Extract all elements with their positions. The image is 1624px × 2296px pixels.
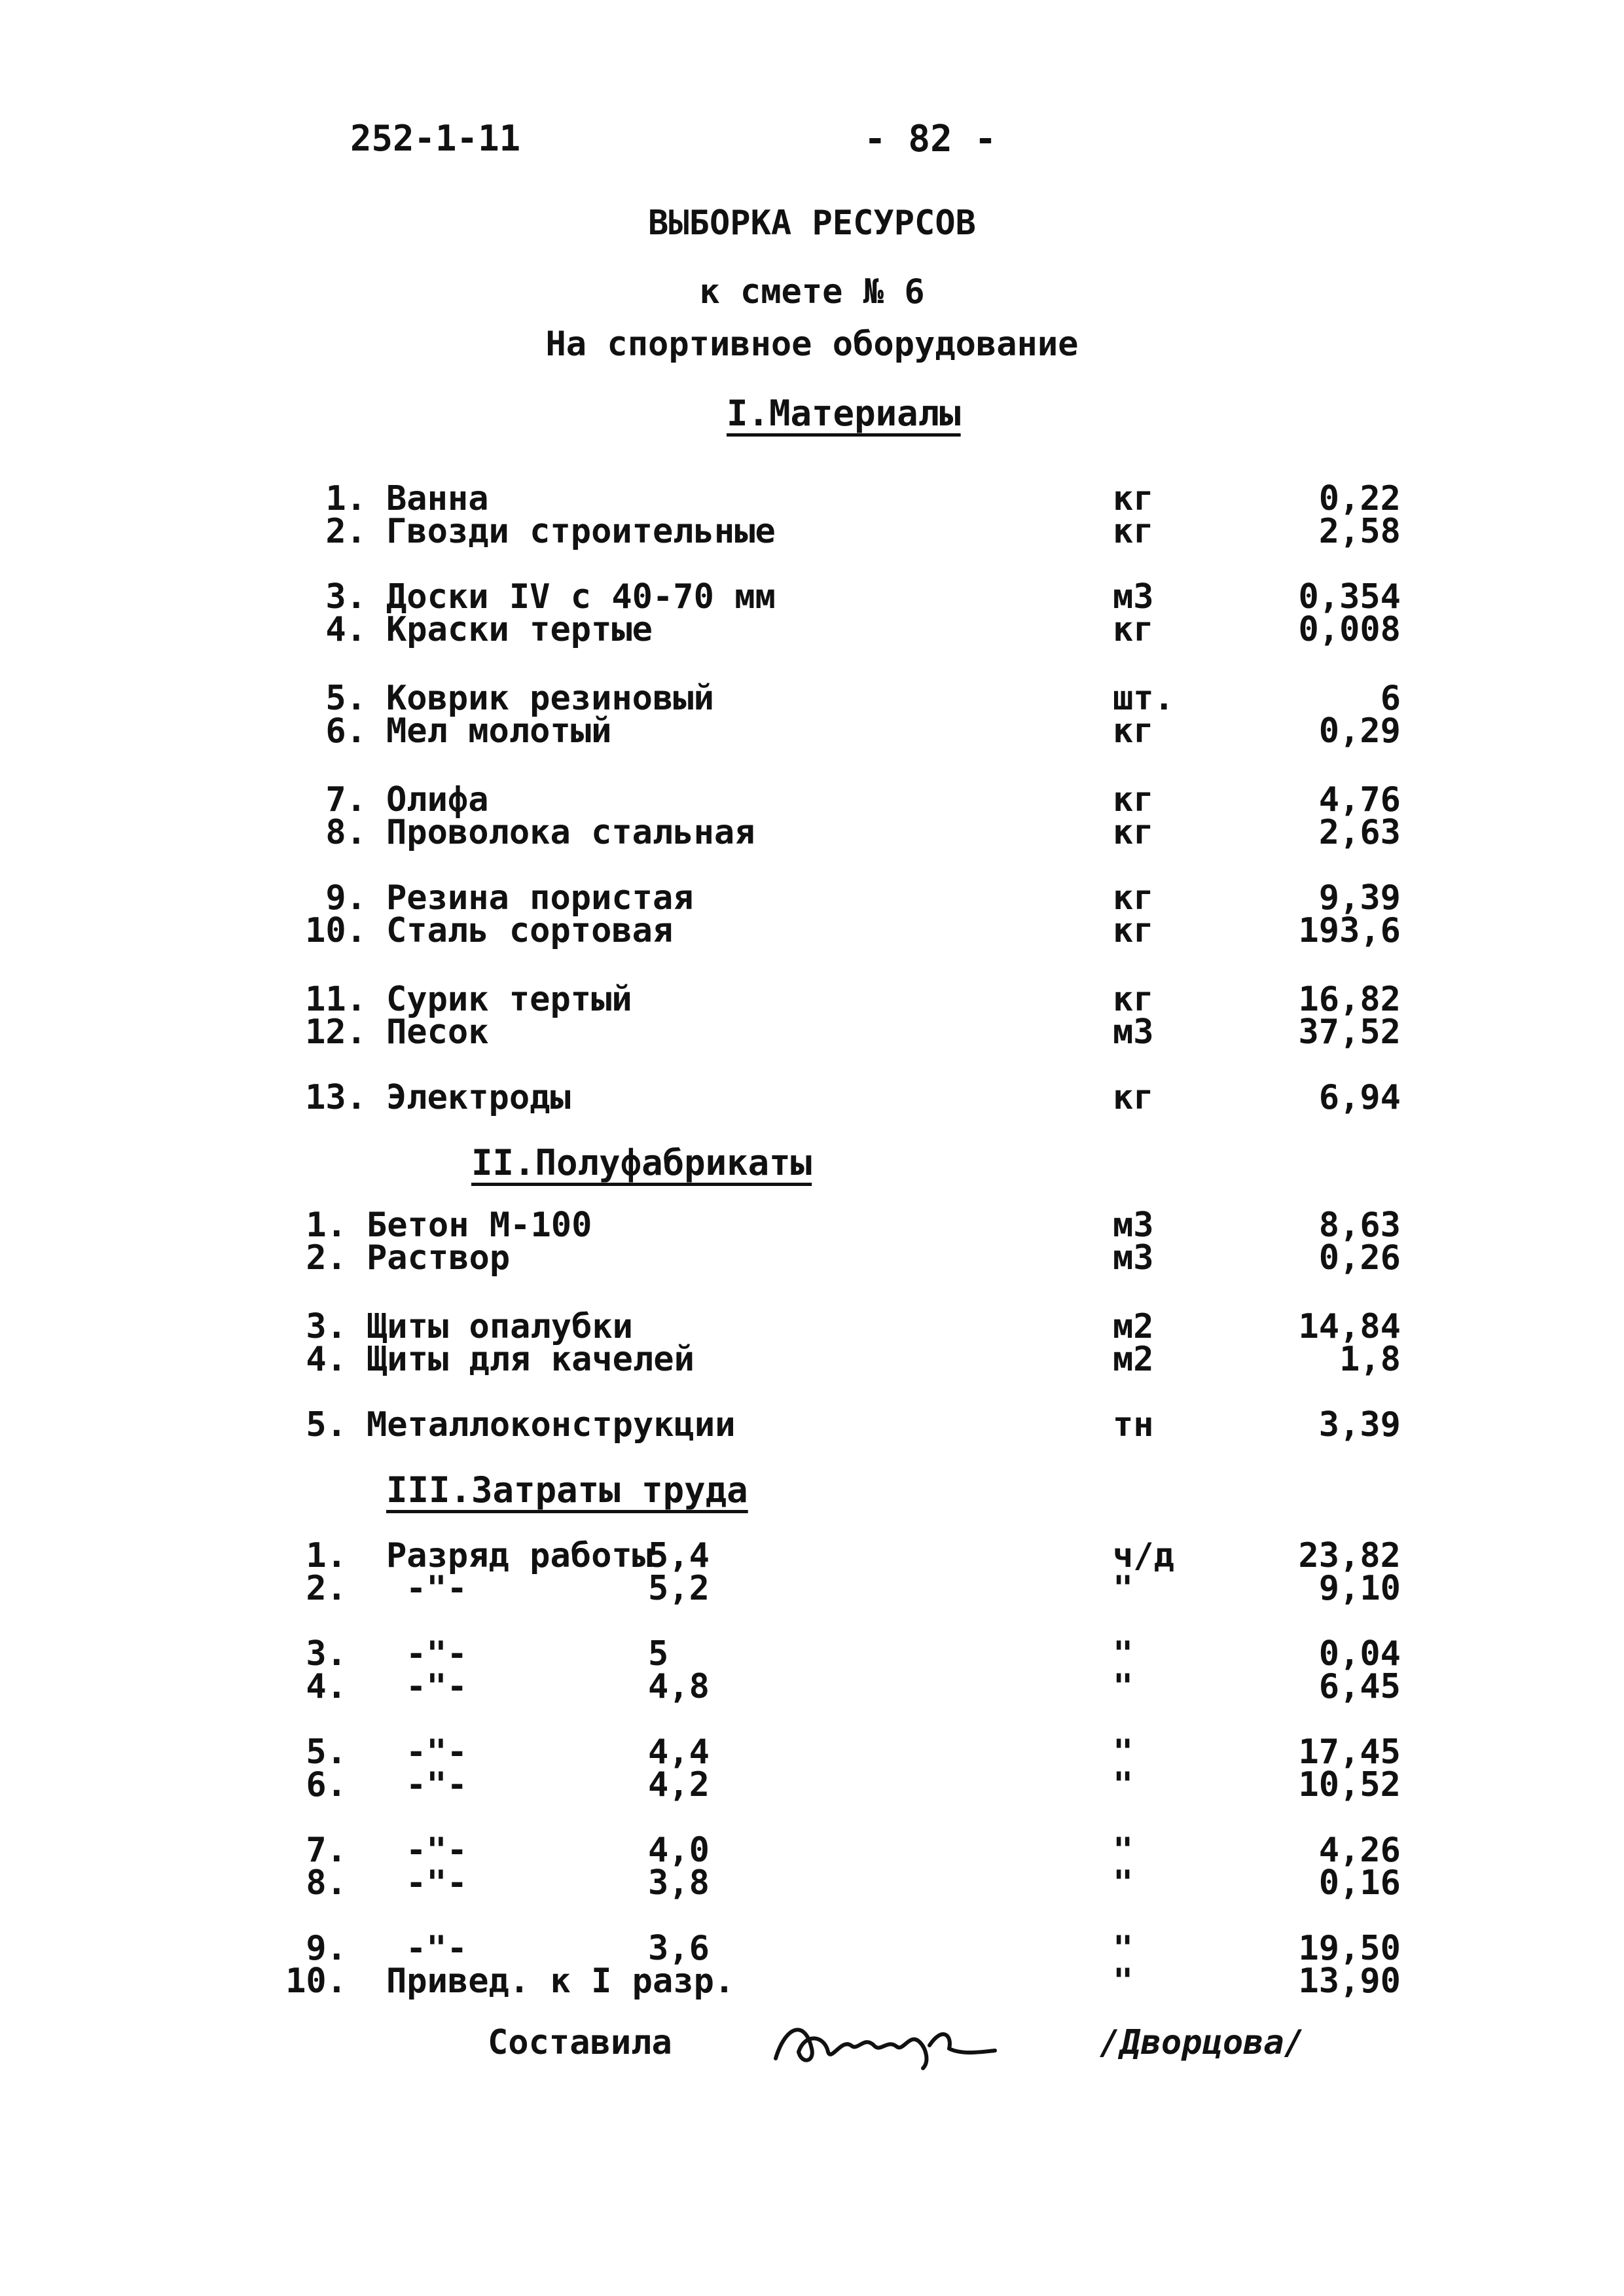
page-number: - 82 - <box>864 118 997 160</box>
row-number: 1. <box>325 479 367 518</box>
row-value: 6,45 <box>1318 1667 1401 1706</box>
table-row <box>0 1080 1624 1115</box>
table-row <box>0 1767 1624 1803</box>
row-value: 17,45 <box>1298 1732 1401 1772</box>
row-value: 16,82 <box>1298 980 1401 1019</box>
row-name: -"- <box>406 1634 467 1674</box>
table-row <box>0 913 1624 948</box>
row-value: 2,58 <box>1318 512 1401 551</box>
row-value: 9,10 <box>1318 1569 1401 1608</box>
row-unit: м3 <box>1113 1013 1154 1052</box>
row-name: Бетон М-100 <box>367 1206 592 1245</box>
row-number: 7. <box>325 780 367 819</box>
row-name: Проволока стальная <box>386 813 755 852</box>
row-unit: ч/д <box>1113 1536 1174 1575</box>
row-grade: 5 <box>648 1634 669 1674</box>
row-value: 0,22 <box>1318 479 1401 518</box>
row-value: 1,8 <box>1339 1340 1401 1379</box>
table-row <box>0 1669 1624 1704</box>
row-value: 14,84 <box>1298 1307 1401 1346</box>
row-number: 4. <box>306 1340 347 1379</box>
row-unit: кг <box>1113 780 1154 819</box>
row-name: Олифа <box>386 780 489 819</box>
row-name: Ванна <box>386 479 489 518</box>
table-row <box>0 880 1624 916</box>
row-number: 5. <box>306 1732 347 1772</box>
row-unit: кг <box>1113 980 1154 1019</box>
row-name: Металлоконструкции <box>367 1405 736 1444</box>
row-name: -"- <box>406 1667 467 1706</box>
row-value: 19,50 <box>1298 1929 1401 1968</box>
document-subtitle: к смете № 6 <box>699 272 925 312</box>
table-row <box>0 1240 1624 1276</box>
row-unit: " <box>1113 1634 1134 1674</box>
row-number: 8. <box>325 813 367 852</box>
row-unit: м3 <box>1113 1206 1154 1245</box>
row-grade: 5,4 <box>648 1536 710 1575</box>
row-name: Песок <box>386 1013 489 1052</box>
signer-name: /Дворцова/ <box>1100 2023 1305 2062</box>
table-row <box>0 1342 1624 1377</box>
row-number: 3. <box>306 1307 347 1346</box>
row-unit: кг <box>1113 878 1154 918</box>
row-value: 4,76 <box>1318 780 1401 819</box>
row-value: 37,52 <box>1298 1013 1401 1052</box>
row-number: 1. <box>306 1536 347 1575</box>
table-row <box>0 1407 1624 1443</box>
row-grade: 3,6 <box>648 1929 710 1968</box>
row-unit: " <box>1113 1732 1134 1772</box>
row-value: 10,52 <box>1298 1765 1401 1804</box>
row-unit: кг <box>1113 610 1154 649</box>
row-number: 6. <box>306 1765 347 1804</box>
table-row <box>0 681 1624 716</box>
row-number: 7. <box>306 1831 347 1870</box>
table-row <box>0 1734 1624 1770</box>
table-row <box>0 815 1624 850</box>
row-value: 3,39 <box>1318 1405 1401 1444</box>
row-name: Сталь сортовая <box>386 911 674 950</box>
table-row <box>0 1208 1624 1243</box>
table-row <box>0 1931 1624 1966</box>
row-value: 0,354 <box>1298 577 1401 617</box>
row-name: Щиты опалубки <box>367 1307 633 1346</box>
row-grade: 4,2 <box>648 1765 710 1804</box>
table-row <box>0 782 1624 817</box>
row-unit: кг <box>1113 479 1154 518</box>
row-name: Коврик резиновый <box>386 679 714 718</box>
row-unit: шт. <box>1113 679 1174 718</box>
row-value: 0,29 <box>1318 711 1401 751</box>
row-unit: " <box>1113 1863 1134 1903</box>
row-name: -"- <box>406 1732 467 1772</box>
row-name: Разряд работы <box>386 1536 653 1575</box>
row-number: 3. <box>306 1634 347 1674</box>
row-unit: м2 <box>1113 1307 1154 1346</box>
table-row <box>0 612 1624 647</box>
row-unit: тн <box>1113 1405 1154 1444</box>
row-name: Гвозди строительные <box>386 512 776 551</box>
row-value: 6 <box>1380 679 1401 718</box>
row-number: 12. <box>305 1013 367 1052</box>
row-value: 8,63 <box>1318 1206 1401 1245</box>
row-number: 3. <box>325 577 367 617</box>
row-number: 13. <box>305 1078 367 1117</box>
row-name: -"- <box>406 1569 467 1608</box>
row-grade: 4,8 <box>648 1667 710 1706</box>
row-unit: м3 <box>1113 577 1154 617</box>
table-row <box>0 1571 1624 1606</box>
row-number: 10. <box>285 1962 347 2001</box>
row-number: 4. <box>306 1667 347 1706</box>
row-number: 2. <box>306 1569 347 1608</box>
section-heading-semi: II.Полуфабрикаты <box>471 1142 812 1183</box>
row-name: Сурик тертый <box>386 980 632 1019</box>
row-unit: " <box>1113 1831 1134 1870</box>
row-value: 0,04 <box>1318 1634 1401 1674</box>
row-grade: 4,0 <box>648 1831 710 1870</box>
row-unit: " <box>1113 1667 1134 1706</box>
row-number: 6. <box>325 711 367 751</box>
table-row <box>0 1833 1624 1868</box>
row-value: 13,90 <box>1298 1962 1401 2001</box>
row-value: 193,6 <box>1298 911 1401 950</box>
row-unit: " <box>1113 1929 1134 1968</box>
document-title: ВЫБОРКА РЕСУРСОВ <box>648 204 976 243</box>
row-value: 0,008 <box>1298 610 1401 649</box>
row-grade: 5,2 <box>648 1569 710 1608</box>
row-name: Привед. к I разр. <box>386 1962 735 2001</box>
table-row <box>0 1538 1624 1573</box>
row-unit: " <box>1113 1765 1134 1804</box>
row-number: 11. <box>305 980 367 1019</box>
signature-label: Составила <box>488 2023 672 2062</box>
section-heading-labor: III.Затраты труда <box>386 1469 748 1511</box>
table-row <box>0 1636 1624 1672</box>
row-value: 2,63 <box>1318 813 1401 852</box>
row-name: -"- <box>406 1929 467 1968</box>
row-grade: 4,4 <box>648 1732 710 1772</box>
document-subject: На спортивное оборудование <box>545 325 1079 364</box>
row-number: 2. <box>325 512 367 551</box>
row-value: 6,94 <box>1318 1078 1401 1117</box>
row-number: 1. <box>306 1206 347 1245</box>
row-value: 9,39 <box>1318 878 1401 918</box>
row-unit: кг <box>1113 1078 1154 1117</box>
row-name: -"- <box>406 1765 467 1804</box>
row-name: -"- <box>406 1863 467 1903</box>
row-unit: " <box>1113 1569 1134 1608</box>
row-value: 23,82 <box>1298 1536 1401 1575</box>
row-number: 10. <box>305 911 367 950</box>
row-name: Раствор <box>367 1238 511 1278</box>
row-name: Доски IV с 40-70 мм <box>386 577 776 617</box>
row-unit: кг <box>1113 512 1154 551</box>
row-name: Электроды <box>386 1078 571 1117</box>
row-unit: м3 <box>1113 1238 1154 1278</box>
row-number: 9. <box>325 878 367 918</box>
row-unit: кг <box>1113 911 1154 950</box>
row-value: 0,26 <box>1318 1238 1401 1278</box>
row-name: Щиты для качелей <box>367 1340 695 1379</box>
row-grade: 3,8 <box>648 1863 710 1903</box>
table-row <box>0 982 1624 1017</box>
row-name: Резина пористая <box>386 878 694 918</box>
row-unit: " <box>1113 1962 1134 2001</box>
handwritten-signature <box>766 2000 1001 2078</box>
row-number: 9. <box>306 1929 347 1968</box>
row-value: 0,16 <box>1318 1863 1401 1903</box>
section-heading-materials: I.Материалы <box>727 393 961 434</box>
row-number: 8. <box>306 1863 347 1903</box>
row-number: 5. <box>325 679 367 718</box>
row-unit: кг <box>1113 711 1154 751</box>
table-row <box>0 514 1624 549</box>
row-name: Краски тертые <box>386 610 653 649</box>
document-code: 252-1-11 <box>350 118 521 159</box>
table-row <box>0 1309 1624 1344</box>
row-name: -"- <box>406 1831 467 1870</box>
row-unit: м2 <box>1113 1340 1154 1379</box>
table-row <box>0 579 1624 615</box>
table-row <box>0 1865 1624 1901</box>
table-row <box>0 713 1624 749</box>
row-number: 5. <box>306 1405 347 1444</box>
table-row <box>0 1014 1624 1050</box>
row-unit: кг <box>1113 813 1154 852</box>
table-row <box>0 481 1624 516</box>
row-number: 2. <box>306 1238 347 1278</box>
row-name: Мел молотый <box>386 711 612 751</box>
row-number: 4. <box>325 610 367 649</box>
table-row <box>0 1964 1624 1999</box>
row-value: 4,26 <box>1318 1831 1401 1870</box>
